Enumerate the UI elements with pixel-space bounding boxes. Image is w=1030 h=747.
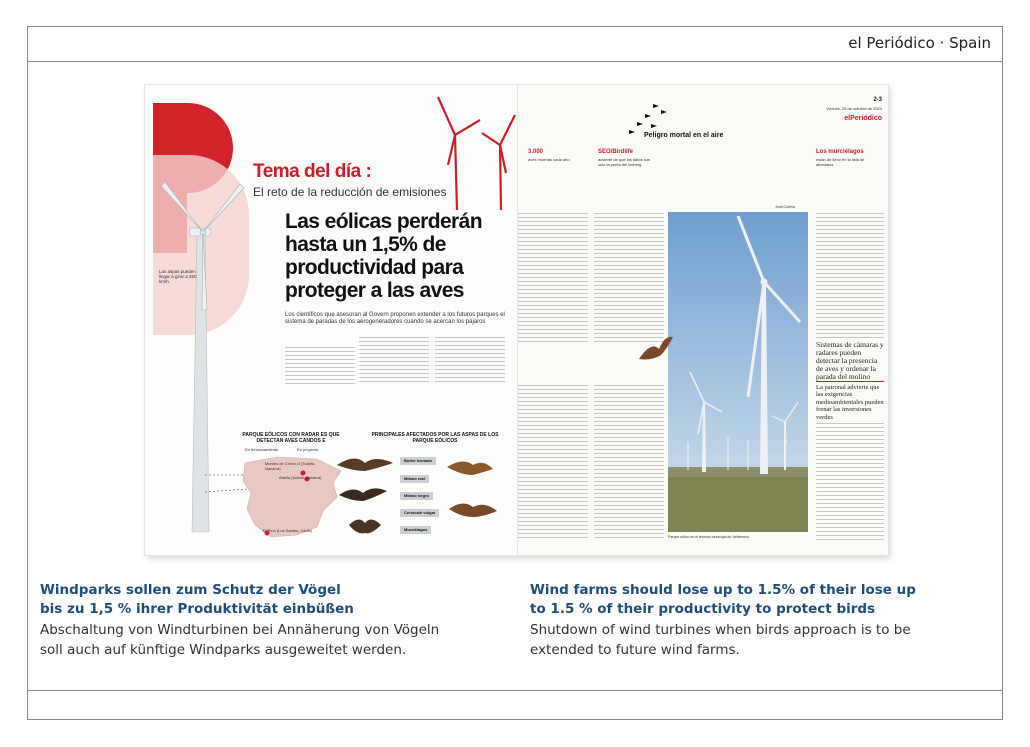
- photo-caption: Parque eólico en el término municipal de Valdemoro.: [668, 535, 750, 539]
- photo-credit: Jordi Cotrina: [775, 205, 795, 209]
- stat-birds-desc: aves muertas cada año: [528, 157, 570, 162]
- map-legend-active: En funcionamiento: [245, 447, 279, 452]
- caption-german: [40, 581, 510, 660]
- birds-flock-icon: [623, 100, 673, 140]
- stat-bats: Los murciélagos: [816, 149, 864, 155]
- bird-tag: Milano real: [400, 475, 429, 483]
- text-column: [518, 213, 588, 343]
- section-title: Peligro mortal en el aire: [644, 132, 724, 139]
- caption-german-title-1: Windparks sollen zum Schutz der Vögel: [40, 582, 341, 598]
- bird-tag: Milano negro: [400, 492, 433, 500]
- stat-seo: SEO/Birdlife: [598, 149, 634, 155]
- kicker-subtitle: El reto de la reducción de emisiones: [253, 185, 447, 199]
- newspaper-spread: [145, 85, 888, 555]
- bird-tag: Buitre leonado: [400, 457, 436, 465]
- birds-illustration: [335, 445, 395, 555]
- footer-divider: [27, 690, 1003, 691]
- caption-english-body-1: Shutdown of wind turbines when birds approach is to be: [530, 622, 911, 638]
- issue-date: Viernes, 25 de octubre de 2024: [826, 106, 882, 111]
- text-column: [594, 213, 664, 343]
- kicker-title: Tema del día :: [253, 161, 372, 182]
- caption-english: [530, 581, 1000, 660]
- caption-german-body-2: soll auch auf künftige Windparks ausgeweitet werden.: [40, 642, 407, 658]
- bird-tag: Cernícalo vulgar: [400, 509, 439, 517]
- newspaper-logo: elPeriódico: [844, 115, 882, 122]
- birds-title: PRINCIPALES AFECTADOS POR LAS ASPAS DE LOS PARQUE EÓLICOS: [371, 432, 499, 444]
- page-number: 2-3: [873, 97, 882, 103]
- bird-in-flight-icon: [639, 335, 673, 363]
- stat-bats-desc: están de lleno en la lista de afectados: [816, 157, 865, 167]
- text-column: [816, 423, 884, 543]
- caption-german-title-2: bis zu 1,5 % ihrer Produktivität einbüßen: [40, 601, 354, 617]
- map-label-cierzo: Montes de Cierzo II (Tudela, Navarra): [265, 461, 316, 471]
- caption-english-title-2: to 1.5 % of their productivity to protect birds: [530, 601, 876, 617]
- article-standfirst: Los científicos que asesoran al Govern proponen extender a los futuros parques el sistema de paradas de los aerogeneradores cuando se acercan los pájaros: [285, 312, 505, 325]
- map-label-adelia: Adelia (Adelia, Navarra): [279, 475, 322, 480]
- text-column: [594, 385, 664, 540]
- bird-tag: Murciélagos: [400, 526, 431, 534]
- text-column: [359, 337, 429, 383]
- wind-farm-photo: [668, 212, 808, 532]
- left-page: [145, 85, 517, 555]
- caption-english-title-1: Wind farms should lose up to 1.5% of their lose up: [530, 582, 916, 598]
- pull-quote-employers: La patronal advierte que las exigencias medioambientales pueden frenar las inversiones verdes: [816, 381, 884, 421]
- map-legend-planned: En proyecto: [297, 447, 319, 452]
- text-column: [816, 213, 884, 339]
- map-title: PARQUE EÓLICOS CON RADAR ES QUE DETECTAN AVES CANDOS E: [242, 432, 340, 444]
- stat-seo-desc: advierte de que los datos son solo la punta del iceberg: [598, 157, 651, 167]
- text-column: [435, 337, 505, 383]
- article-headline: Las eólicas perderán hasta un 1,5% de productividad para proteger a las aves: [285, 210, 482, 302]
- birds-illustration-right: [443, 453, 503, 543]
- header-bar: [27, 26, 1003, 62]
- brand-label: el Periódico · Spain: [848, 34, 991, 52]
- text-column: [518, 385, 588, 540]
- stat-birds: 3.000: [528, 149, 544, 155]
- caption-english-body-2: extended to future wind farms.: [530, 642, 740, 658]
- pull-quote-cameras: Sistemas de cámaras y radares pueden detectar la presencia de aves y ordenar la parada del molino: [816, 340, 884, 381]
- text-column: [285, 347, 355, 387]
- map-label-pino: El Pino (Los Santos, Cádiz): [263, 528, 312, 533]
- caption-german-body-1: Abschaltung von Windturbinen bei Annäherung von Vögeln: [40, 622, 440, 638]
- tower-label: Las aspas pueden llegar a girar a 250 km/h: [159, 269, 197, 284]
